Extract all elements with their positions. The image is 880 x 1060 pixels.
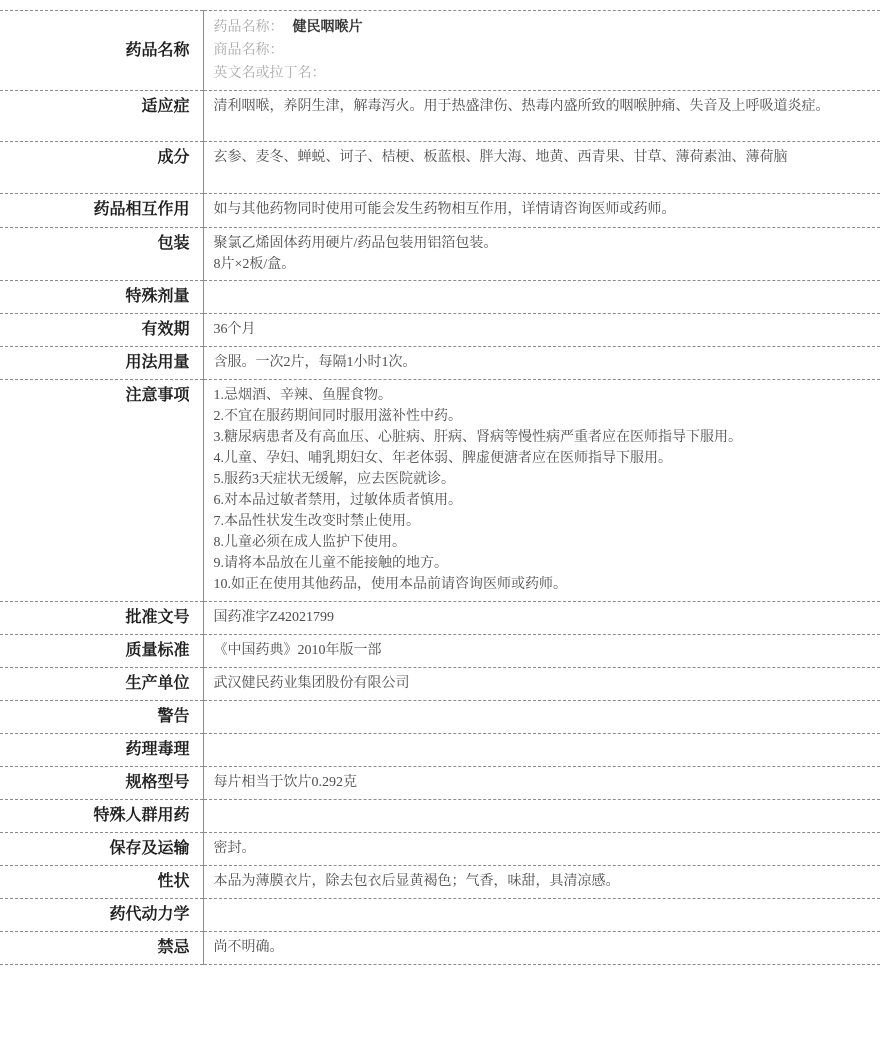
content-line: 含服。一次2片，每隔1小时1次。: [213, 355, 417, 370]
content-line: 6.对本品过敏者禁用，过敏体质者慎用。: [213, 493, 462, 508]
table-row: [0, 668, 880, 701]
row-label: 特殊剂量: [0, 281, 203, 314]
table-row: [0, 833, 880, 866]
content-line: 36个月: [213, 322, 256, 337]
content-line: 5.服药3天症状无缓解，应去医院就诊。: [213, 472, 455, 487]
row-label: 药理毒理: [0, 734, 203, 767]
row-content: [203, 734, 880, 767]
table-row: [0, 866, 880, 899]
row-content: [203, 281, 880, 314]
content-line: 《中国药典》2010年版一部: [213, 643, 382, 658]
table-row: [0, 635, 880, 668]
table-row: [0, 701, 880, 734]
content-line: 国药准字Z42021799: [213, 610, 335, 625]
name-field-line: [214, 16, 866, 39]
table-row: [0, 281, 880, 314]
table-row: [0, 11, 880, 91]
content-line: 8片×2板/盒。: [213, 257, 296, 272]
row-content: [203, 194, 880, 228]
table-row: [0, 899, 880, 932]
content-line: 3.糖尿病患者及有高血压、心脏病、肝病、肾病等慢性病严重者应在医师指导下服用。: [213, 430, 742, 445]
row-label: 用法用量: [0, 347, 203, 380]
row-content: [203, 800, 880, 833]
row-content: [203, 602, 880, 635]
table-row: [0, 800, 880, 833]
row-label: 药品名称: [0, 11, 203, 91]
content-line: 8.儿童必须在成人监护下使用。: [213, 535, 406, 550]
content-line: 武汉健民药业集团股份有限公司: [213, 676, 410, 691]
row-content: [203, 347, 880, 380]
content-line: 本品为薄膜衣片，除去包衣后显黄褐色；气香，味甜，具清凉感。: [213, 874, 620, 889]
content-line: 7.本品性状发生改变时禁止使用。: [213, 514, 420, 529]
table-row: [0, 932, 880, 965]
content-line: 9.请将本品放在儿童不能接触的地方。: [213, 556, 448, 571]
row-content: [203, 767, 880, 800]
row-content: [203, 314, 880, 347]
row-content: [203, 701, 880, 734]
table-row: [0, 347, 880, 380]
field-key: 商品名称：: [213, 43, 284, 58]
row-label: 性状: [0, 866, 203, 899]
row-content: [203, 833, 880, 866]
row-label: 特殊人群用药: [0, 800, 203, 833]
name-field-line: [214, 62, 866, 85]
row-content: [203, 668, 880, 701]
row-content: [203, 380, 880, 602]
row-label: 包装: [0, 228, 203, 281]
table-row: [0, 194, 880, 228]
field-key: 英文名或拉丁名：: [213, 66, 326, 81]
table-row: [0, 142, 880, 194]
content-line: 4.儿童、孕妇、哺乳期妇女、年老体弱、脾虚便溏者应在医师指导下服用。: [213, 451, 672, 466]
content-line: 10.如正在使用其他药品，使用本品前请咨询医师或药师。: [213, 577, 567, 592]
table-row: [0, 602, 880, 635]
table-row: [0, 380, 880, 602]
row-label: 有效期: [0, 314, 203, 347]
drug-info-table: [0, 10, 880, 965]
table-row: [0, 314, 880, 347]
table-row: [0, 91, 880, 142]
content-line: 清利咽喉，养阴生津，解毒泻火。用于热盛津伤、热毒内盛所致的咽喉肿痛、失音及上呼吸道炎症。: [213, 99, 830, 114]
table-row: [0, 734, 880, 767]
table-row: [0, 228, 880, 281]
row-label: 警告: [0, 701, 203, 734]
row-label: 成分: [0, 142, 203, 194]
row-label: 保存及运输: [0, 833, 203, 866]
row-label: 药品相互作用: [0, 194, 203, 228]
row-content: [203, 899, 880, 932]
content-line: 2.不宜在服药期间同时服用滋补性中药。: [213, 409, 462, 424]
content-line: 尚不明确。: [213, 940, 284, 955]
row-label: 质量标准: [0, 635, 203, 668]
drug-info-rows: [0, 11, 880, 965]
content-line: 玄参、麦冬、蝉蜕、诃子、桔梗、板蓝根、胖大海、地黄、西青果、甘草、薄荷素油、薄荷脑: [213, 150, 788, 165]
row-content: [203, 11, 880, 91]
row-label: 适应症: [0, 91, 203, 142]
table-row: [0, 767, 880, 800]
row-label: 药代动力学: [0, 899, 203, 932]
row-label: 批准文号: [0, 602, 203, 635]
row-content: [203, 228, 880, 281]
content-line: 密封。: [213, 841, 256, 856]
row-content: [203, 635, 880, 668]
row-content: [203, 142, 880, 194]
row-label: 规格型号: [0, 767, 203, 800]
row-content: [203, 91, 880, 142]
row-label: 禁忌: [0, 932, 203, 965]
content-line: 1.忌烟酒、辛辣、鱼腥食物。: [213, 388, 392, 403]
content-line: 如与其他药物同时使用可能会发生药物相互作用，详情请咨询医师或药师。: [213, 202, 676, 217]
row-label: 注意事项: [0, 380, 203, 602]
row-content: [203, 932, 880, 965]
row-label: 生产单位: [0, 668, 203, 701]
content-line: 每片相当于饮片0.292克: [213, 775, 357, 790]
content-line: 聚氯乙烯固体药用硬片/药品包装用铝箔包装。: [213, 236, 498, 251]
name-field-line: [214, 39, 866, 62]
field-value: 健民咽喉片: [292, 20, 363, 35]
row-content: [203, 866, 880, 899]
field-key: 药品名称：: [213, 20, 284, 35]
